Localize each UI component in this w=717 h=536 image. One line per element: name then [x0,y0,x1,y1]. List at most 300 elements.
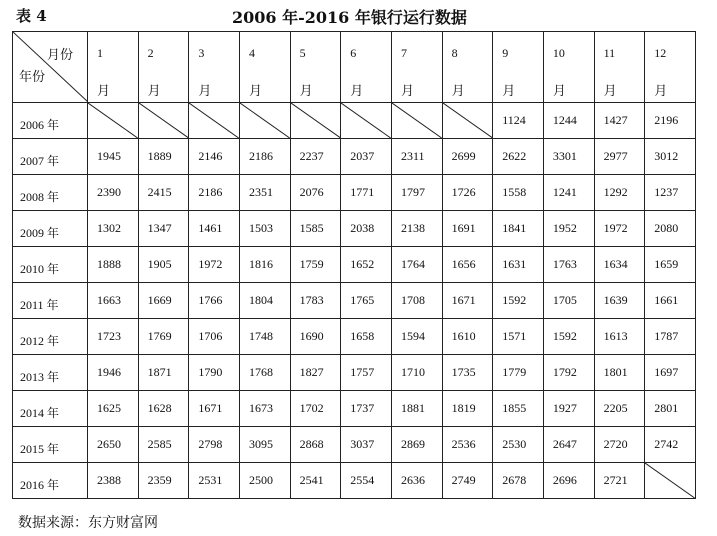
year-cell [13,355,88,391]
value-cell [594,283,645,319]
table-row [13,211,696,247]
value-cell [138,463,189,499]
empty-cell-diagonal [88,103,138,138]
year-label: 2014 年 [20,406,60,420]
value-cell [493,463,544,499]
value-cell [391,319,442,355]
cell-value: 3301 [552,149,577,163]
month-number: 10 [552,46,565,60]
year-label: 2015 年 [20,442,60,456]
cell-value: 1766 [198,293,223,307]
cell-value: 1659 [654,257,679,271]
cell-value: 2699 [451,149,476,163]
value-cell [594,211,645,247]
cell-value: 1723 [97,329,121,343]
cell-value: 2869 [400,437,425,451]
value-cell [543,283,594,319]
empty-cell-diagonal [291,103,341,138]
cell-value: 2585 [147,437,172,451]
value-cell [391,391,442,427]
cell-value: 2554 [350,473,375,487]
cell-value: 1124 [502,113,526,127]
value-cell [88,247,139,283]
value-cell [493,391,544,427]
year-cell [13,427,88,463]
value-cell [594,247,645,283]
value-cell [645,139,696,175]
cell-value: 1771 [350,185,375,199]
value-cell [543,139,594,175]
year-label: 2009 年 [20,226,60,240]
value-cell [391,283,442,319]
value-cell [189,211,240,247]
cell-value: 1708 [400,293,425,307]
cell-value: 1726 [451,185,476,199]
empty-cell-diagonal [443,103,493,138]
cell-value: 1710 [400,365,425,379]
value-cell [341,427,392,463]
cell-value: 1827 [299,365,324,379]
cell-value: 2868 [299,437,324,451]
empty-cell-diagonal [139,103,189,138]
value-cell [645,247,696,283]
value-cell [88,283,139,319]
month-header-2 [138,32,189,103]
value-cell [442,247,493,283]
cell-value: 1585 [299,221,324,235]
cell-value: 1881 [400,401,425,415]
month-number: 1 [97,46,103,60]
cell-value: 1634 [603,257,628,271]
cell-value: 1816 [248,257,273,271]
table-row [13,463,696,499]
value-cell [239,211,290,247]
month-unit: 月 [350,83,364,98]
value-cell [341,391,392,427]
value-cell [189,139,240,175]
value-cell [493,355,544,391]
cell-value: 1461 [198,221,223,235]
month-number: 5 [299,46,306,60]
cell-value: 1571 [502,329,527,343]
value-cell [138,211,189,247]
cell-value: 1952 [552,221,577,235]
cell-value: 1237 [654,185,679,199]
value-cell [341,247,392,283]
year-cell [13,391,88,427]
corner-year-label: 年份 [19,69,46,84]
cell-value: 1292 [603,185,628,199]
cell-value: 2076 [299,185,324,199]
value-cell [239,355,290,391]
value-cell [138,283,189,319]
cell-value: 1855 [502,401,527,415]
value-cell [442,175,493,211]
empty-cell-diagonal [341,103,391,138]
value-cell [493,319,544,355]
cell-value: 1594 [400,329,425,343]
value-cell [442,355,493,391]
year-cell [13,463,88,499]
cell-value: 1759 [299,257,324,271]
cell-value: 2801 [654,401,679,415]
month-number: 4 [248,46,255,60]
value-cell [645,427,696,463]
value-cell [493,283,544,319]
value-cell [290,247,341,283]
cell-value: 1302 [97,221,121,235]
cell-value: 1669 [147,293,172,307]
cell-value: 1347 [147,221,172,235]
month-unit: 月 [502,83,516,98]
month-number: 11 [603,46,616,60]
year-cell [13,211,88,247]
value-cell [138,427,189,463]
value-cell [391,463,442,499]
value-cell [88,175,139,211]
empty-cell-diagonal [240,103,290,138]
value-cell [594,427,645,463]
value-cell [341,211,392,247]
value-cell [645,391,696,427]
value-cell [645,175,696,211]
cell-value: 2530 [502,437,527,451]
cell-value: 3095 [248,437,273,451]
cell-value: 1735 [451,365,476,379]
month-header-9 [493,32,544,103]
month-unit: 月 [603,83,617,98]
data-table [12,31,696,499]
value-cell [290,211,341,247]
cell-value: 1804 [248,293,273,307]
table-row [13,139,696,175]
cell-value: 1558 [502,185,527,199]
cell-value: 1690 [299,329,324,343]
cell-value: 1764 [400,257,425,271]
month-unit: 月 [299,83,313,98]
value-cell [442,139,493,175]
empty-cell [138,103,189,139]
value-cell [594,103,645,139]
cell-value: 2500 [248,473,273,487]
value-cell [391,247,442,283]
month-number: 2 [147,46,154,60]
value-cell [543,391,594,427]
cell-value: 2977 [603,149,628,163]
table-row [13,103,696,139]
cell-value: 2205 [603,401,628,415]
cell-value: 2388 [97,473,121,487]
cell-value: 2721 [603,473,628,487]
value-cell [138,355,189,391]
value-cell [189,355,240,391]
value-cell [543,355,594,391]
value-cell [239,427,290,463]
month-number: 12 [654,46,667,60]
empty-cell [290,103,341,139]
cell-value: 1757 [350,365,375,379]
empty-cell [239,103,290,139]
value-cell [341,463,392,499]
value-cell [594,463,645,499]
year-cell [13,139,88,175]
cell-value: 1945 [97,149,121,163]
cell-value: 1610 [451,329,476,343]
value-cell [442,211,493,247]
cell-value: 1888 [97,257,121,271]
cell-value: 1673 [248,401,273,415]
cell-value: 1972 [198,257,223,271]
year-cell [13,103,88,139]
month-header-6 [341,32,392,103]
value-cell [442,283,493,319]
year-cell [13,175,88,211]
month-unit: 月 [147,83,161,98]
value-cell [290,175,341,211]
value-cell [138,319,189,355]
value-cell [88,463,139,499]
cell-value: 1658 [350,329,375,343]
cell-value: 1631 [502,257,527,271]
month-unit: 月 [552,83,566,98]
cell-value: 1841 [502,221,527,235]
value-cell [138,391,189,427]
cell-value: 1972 [603,221,628,235]
value-cell [239,247,290,283]
cell-value: 1787 [654,329,679,343]
table-row [13,427,696,463]
value-cell [138,139,189,175]
empty-cell-diagonal [645,463,695,498]
cell-value: 1625 [97,401,121,415]
value-cell [189,427,240,463]
cell-value: 2138 [400,221,425,235]
value-cell [290,355,341,391]
month-unit: 月 [400,83,414,98]
cell-value: 1656 [451,257,476,271]
value-cell [543,211,594,247]
empty-cell [645,463,696,499]
value-cell [543,103,594,139]
value-cell [88,355,139,391]
value-cell [493,103,544,139]
cell-value: 1663 [97,293,121,307]
value-cell [88,391,139,427]
cell-value: 1503 [248,221,273,235]
value-cell [341,355,392,391]
cell-value: 2742 [654,437,679,451]
cell-value: 1748 [248,329,273,343]
value-cell [543,463,594,499]
empty-cell [391,103,442,139]
month-header-5 [290,32,341,103]
cell-value: 1244 [552,113,577,127]
cell-value: 1706 [198,329,223,343]
year-label: 2008 年 [20,190,60,204]
value-cell [341,283,392,319]
value-cell [341,319,392,355]
cell-value: 1768 [248,365,273,379]
year-label: 2012 年 [20,334,60,348]
cell-value: 2749 [451,473,476,487]
cell-value: 2798 [198,437,223,451]
corner-cell [13,32,88,103]
cell-value: 1737 [350,401,375,415]
table-title: 2006 年-2016 年银行运行数据 [232,8,467,27]
cell-value: 2650 [97,437,121,451]
value-cell [138,247,189,283]
value-cell [341,139,392,175]
value-cell [391,175,442,211]
cell-value: 2390 [97,185,121,199]
month-header-12 [645,32,696,103]
value-cell [189,463,240,499]
value-cell [290,283,341,319]
cell-value: 2531 [198,473,223,487]
cell-value: 1427 [603,113,628,127]
value-cell [239,319,290,355]
cell-value: 1691 [451,221,476,235]
value-cell [594,139,645,175]
cell-value: 2237 [299,149,324,163]
value-cell [290,463,341,499]
cell-value: 2678 [502,473,527,487]
table-row [13,355,696,391]
value-cell [88,139,139,175]
month-header-8 [442,32,493,103]
value-cell [88,319,139,355]
month-header-10 [543,32,594,103]
value-cell [290,319,341,355]
cell-value: 1652 [350,257,375,271]
cell-value: 1792 [552,365,577,379]
value-cell [88,211,139,247]
header-row [13,32,696,103]
cell-value: 3012 [654,149,679,163]
value-cell [239,463,290,499]
value-cell [493,211,544,247]
empty-cell [88,103,139,139]
month-number: 9 [502,46,509,60]
cell-value: 2636 [400,473,425,487]
table-label: 表 4 [16,7,47,25]
year-label: 2007 年 [20,154,60,168]
value-cell [290,427,341,463]
cell-value: 2311 [400,149,425,163]
year-cell [13,283,88,319]
cell-value: 1671 [451,293,476,307]
cell-value: 1765 [350,293,375,307]
corner-month-label: 月份 [46,47,73,62]
cell-value: 1905 [147,257,172,271]
value-cell [442,391,493,427]
cell-value: 1946 [97,365,121,379]
month-header-7 [391,32,442,103]
empty-cell [189,103,240,139]
cell-value: 1801 [603,365,628,379]
value-cell [239,139,290,175]
value-cell [594,391,645,427]
value-cell [594,355,645,391]
cell-value: 1819 [451,401,476,415]
value-cell [442,463,493,499]
month-unit: 月 [198,83,212,98]
value-cell [189,175,240,211]
cell-value: 1889 [147,149,172,163]
month-header-3 [189,32,240,103]
month-unit: 月 [654,83,668,98]
cell-value: 2415 [147,185,172,199]
table-row [13,247,696,283]
value-cell [594,319,645,355]
cell-value: 2647 [552,437,577,451]
month-unit: 月 [248,83,262,98]
cell-value: 1671 [198,401,223,415]
value-cell [543,319,594,355]
year-label: 2011 年 [20,298,59,312]
cell-value: 2037 [350,149,375,163]
value-cell [391,355,442,391]
cell-value: 2622 [502,149,527,163]
cell-value: 2696 [552,473,577,487]
cell-value: 1702 [299,401,324,415]
cell-value: 2038 [350,221,375,235]
value-cell [391,139,442,175]
cell-value: 1779 [502,365,527,379]
month-unit: 月 [451,83,465,98]
cell-value: 2196 [654,113,679,127]
year-label: 2016 年 [20,478,60,492]
year-label: 2013 年 [20,370,60,384]
table-row [13,319,696,355]
cell-value: 1661 [654,293,679,307]
value-cell [189,319,240,355]
value-cell [493,175,544,211]
value-cell [189,247,240,283]
value-cell [391,427,442,463]
month-header-1 [88,32,139,103]
value-cell [391,211,442,247]
year-label: 2010 年 [20,262,60,276]
cell-value: 1697 [654,365,679,379]
value-cell [239,391,290,427]
empty-cell [341,103,392,139]
cell-value: 1592 [502,293,527,307]
value-cell [645,283,696,319]
value-cell [543,427,594,463]
cell-value: 1613 [603,329,628,343]
value-cell [594,175,645,211]
cell-value: 1769 [147,329,172,343]
cell-value: 3037 [350,437,375,451]
cell-value: 2720 [603,437,628,451]
value-cell [138,175,189,211]
month-unit: 月 [97,83,111,98]
year-cell [13,319,88,355]
value-cell [645,355,696,391]
table-row [13,283,696,319]
cell-value: 1927 [552,401,577,415]
value-cell [88,427,139,463]
value-cell [543,247,594,283]
cell-value: 1790 [198,365,223,379]
cell-value: 1871 [147,365,172,379]
value-cell [493,139,544,175]
value-cell [341,175,392,211]
month-number: 7 [400,46,407,60]
value-cell [645,319,696,355]
cell-value: 2080 [654,221,679,235]
